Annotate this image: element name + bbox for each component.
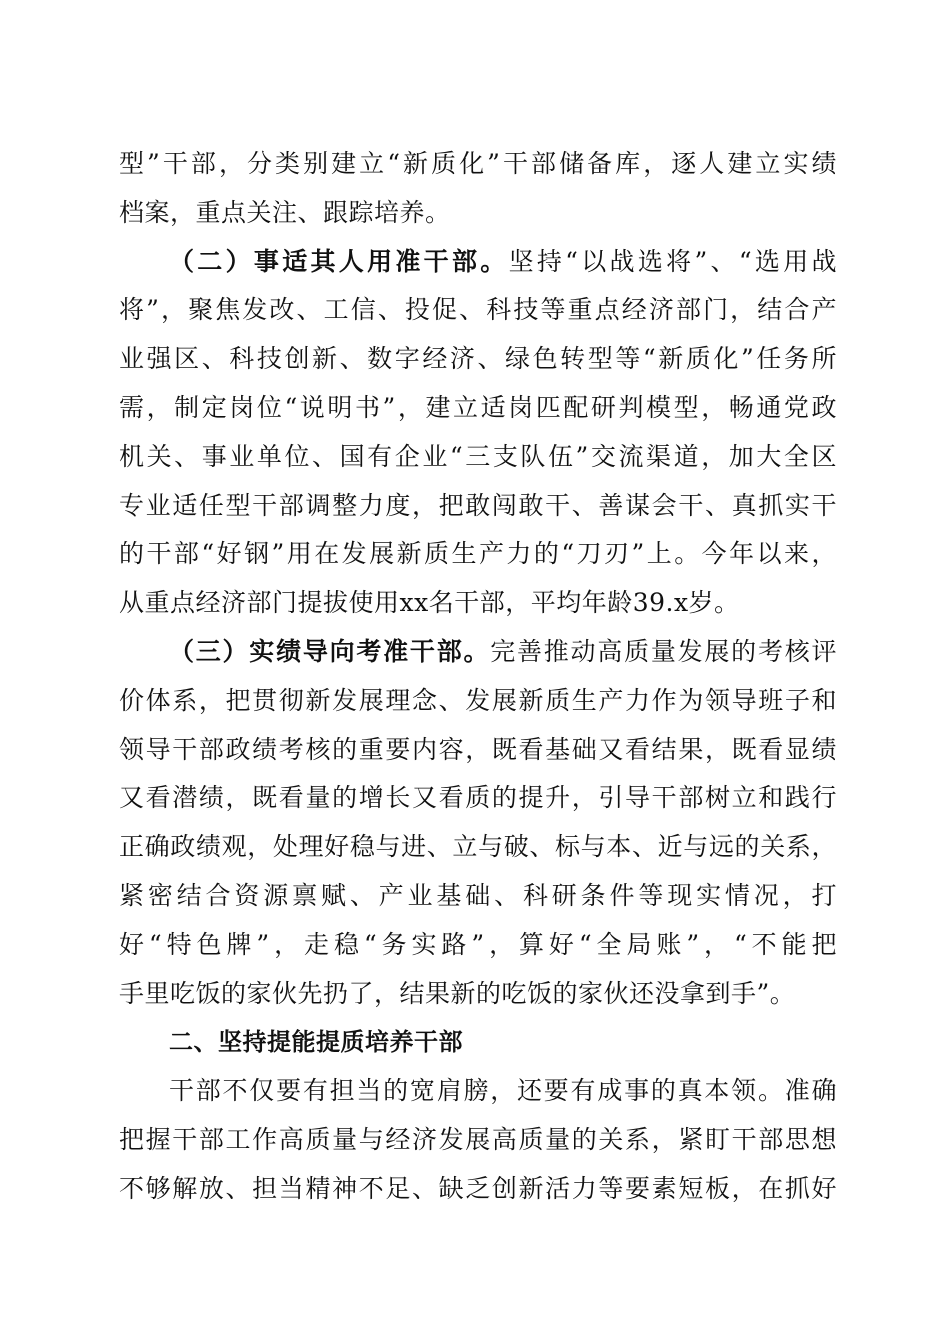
paragraph-line: 价体系，把贯彻新发展理念、发展新质生产力作为领导班子和 <box>119 685 837 715</box>
paragraph-line: 专业适任型干部调整力度，把敢闯敢干、善谋会干、真抓实干 <box>119 490 837 520</box>
paragraph-line: 档案，重点关注、跟踪培养。 <box>119 197 451 227</box>
paragraph-line: 需，制定岗位“说明书”，建立适岗匹配研判模型，畅通党政 <box>119 392 837 422</box>
paragraph-line: 紧密结合资源禀赋、产业基础、科研条件等现实情况，打 <box>119 880 837 910</box>
paragraph-line <box>119 628 837 677</box>
paragraph-line: 的干部“好钢”用在发展新质生产力的“刀刃”上。今年以来， <box>119 539 837 569</box>
paragraph-line: 将”，聚焦发改、工信、投促、科技等重点经济部门，结合产 <box>119 295 837 325</box>
paragraph-line: 正确政绩观，处理好稳与进、立与破、标与本、近与远的关系， <box>119 832 837 862</box>
paragraph-line: 领导干部政绩考核的重要内容，既看基础又看结果，既看显绩 <box>119 734 837 764</box>
paragraph-text: 坚持“以战选将”、“选用战 <box>508 246 837 276</box>
paragraph-line: 从重点经济部门提拔使用xx名干部，平均年龄39.x岁。 <box>119 588 740 618</box>
paragraph-line: 把握干部工作高质量与经济发展高质量的关系，紧盯干部思想 <box>119 1124 837 1154</box>
paragraph-line: 手里吃饭的家伙先扔了，结果新的吃饭的家伙还没拿到手”。 <box>119 978 796 1008</box>
subsection-heading: （二）事适其人用准干部。 <box>169 246 509 276</box>
paragraph-line: 干部不仅要有担当的宽肩膀，还要有成事的真本领。准确 <box>169 1076 837 1106</box>
paragraph-line: 好“特色牌”，走稳“务实路”，算好“全局账”，“不能把 <box>119 929 837 959</box>
paragraph-line: 业强区、科技创新、数字经济、绿色转型等“新质化”任务所 <box>119 344 837 374</box>
paragraph-line: 不够解放、担当精神不足、缺乏创新活力等要素短板，在抓好 <box>119 1173 837 1203</box>
document-body <box>119 140 837 1214</box>
paragraph-line: 机关、事业单位、国有企业“三支队伍”交流渠道，加大全区 <box>119 441 837 471</box>
section-heading: 二、坚持提能提质培养干部 <box>169 1028 463 1057</box>
paragraph-line <box>119 238 837 287</box>
subsection-heading: （三）实绩导向考准干部。 <box>169 636 491 666</box>
paragraph-text: 完善推动高质量发展的考核评 <box>490 636 837 666</box>
paragraph-line: 又看潜绩，既看量的增长又看质的提升，引导干部树立和践行 <box>119 783 837 813</box>
paragraph-line: 型”干部，分类别建立“新质化”干部储备库，逐人建立实绩 <box>119 149 837 178</box>
